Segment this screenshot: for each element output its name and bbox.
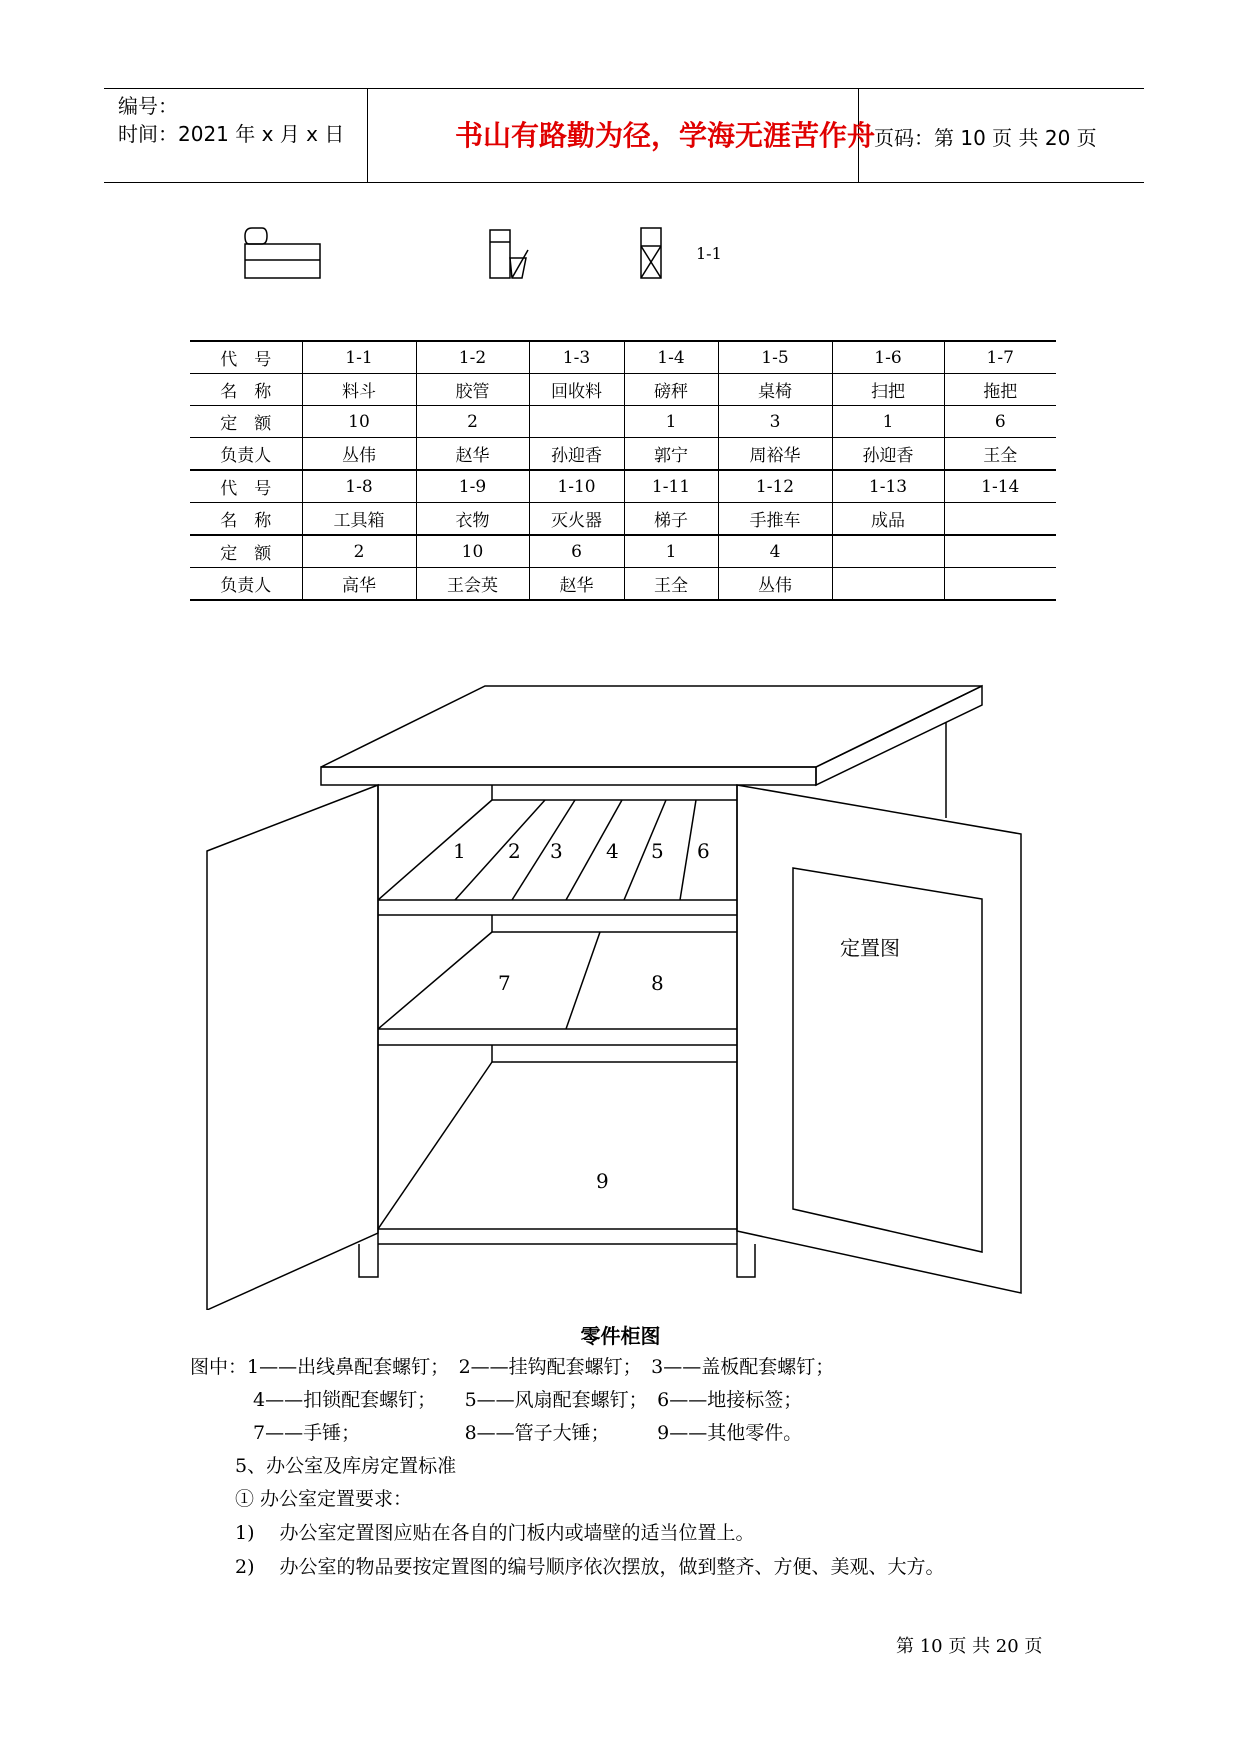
row-label: 名 称: [190, 374, 302, 406]
table-cell: 郭宁: [624, 438, 718, 471]
table-cell: 手推车: [718, 503, 832, 536]
table-cell: 3: [718, 406, 832, 438]
table-cell: 1: [624, 406, 718, 438]
header-page-info: 页码：第 10 页 共 20 页: [874, 126, 1097, 150]
door-layout-label: 定置图: [840, 936, 900, 960]
row-label: 定 额: [190, 535, 302, 568]
slot-number-6: 6: [697, 839, 710, 863]
diagram-caption: 零件柜图: [580, 1324, 661, 1348]
table-cell: 衣物: [416, 503, 529, 536]
table-cell: 1-14: [944, 470, 1056, 503]
slot-number-8: 8: [651, 971, 664, 995]
table-cell: 丛伟: [302, 438, 416, 471]
table-cell: 10: [416, 535, 529, 568]
table-cell: 1-7: [944, 341, 1056, 374]
table-cell: 扫把: [832, 374, 944, 406]
table-cell: 拖把: [944, 374, 1056, 406]
subsection-title: ① 办公室定置要求：: [235, 1488, 413, 1510]
table-cell: 孙迎香: [529, 438, 624, 471]
table-cell: 赵华: [416, 438, 529, 471]
table-cell: 1-1: [302, 341, 416, 374]
table-cell: 高华: [302, 568, 416, 601]
table-cell: 1-11: [624, 470, 718, 503]
slot-number-7: 7: [498, 971, 511, 995]
table-cell: 4: [718, 535, 832, 568]
slot-number-1: 1: [453, 839, 466, 863]
table-cell: 1-8: [302, 470, 416, 503]
table-cell: 料斗: [302, 374, 416, 406]
legend-code: 1-1: [696, 244, 722, 263]
slot-number-5: 5: [651, 839, 664, 863]
row-label: 定 额: [190, 406, 302, 438]
requirement-item-1: 1) 办公室定置图应贴在各自的门板内或墙壁的适当位置上。: [235, 1522, 755, 1544]
table-cell: 回收料: [529, 374, 624, 406]
table-cell: 成品: [832, 503, 944, 536]
requirement-item-2: 2) 办公室的物品要按定置图的编号顺序依次摆放，做到整齐、方便、美观、大方。: [235, 1556, 945, 1578]
notes-line-2: 4——扣锁配套螺钉； 5——风扇配套螺钉； 6——地接标签；: [253, 1389, 803, 1411]
table-cell: 桌椅: [718, 374, 832, 406]
table-cell: 磅秤: [624, 374, 718, 406]
header-motto: 书山有路勤为径，学海无涯苦作舟: [454, 119, 875, 152]
footer-page-number: 第 10 页 共 20 页: [896, 1636, 1043, 1657]
table-cell: 周裕华: [718, 438, 832, 471]
row-label: 负责人: [190, 568, 302, 601]
table-cell: 王会英: [416, 568, 529, 601]
table-cell: 王全: [624, 568, 718, 601]
slot-number-9: 9: [596, 1169, 609, 1193]
table-cell: 胶管: [416, 374, 529, 406]
section-title: 5、办公室及库房定置标准: [235, 1455, 457, 1477]
table-cell: 丛伟: [718, 568, 832, 601]
slot-number-4: 4: [606, 839, 619, 863]
slot-number-2: 2: [508, 839, 521, 863]
table-cell: 工具箱: [302, 503, 416, 536]
notes-line-1: 图中：1——出线鼻配套螺钉； 2——挂钩配套螺钉； 3——盖板配套螺钉；: [190, 1356, 835, 1378]
table-cell: 6: [944, 406, 1056, 438]
table-cell: 王全: [944, 438, 1056, 471]
row-label: 代 号: [190, 341, 302, 374]
table-cell: 1-3: [529, 341, 624, 374]
header-number: 编号：: [118, 94, 178, 118]
table-cell: 1: [832, 406, 944, 438]
notes-line-3: 7——手锤； 8——管子大锤； 9——其他零件。: [253, 1422, 803, 1444]
table-cell: 孙迎香: [832, 438, 944, 471]
row-label: 负责人: [190, 438, 302, 471]
table-cell: 梯子: [624, 503, 718, 536]
slot-labels: [453, 839, 900, 1193]
table-cell: 1-12: [718, 470, 832, 503]
table-cell: 1-2: [416, 341, 529, 374]
table-cell: 1-6: [832, 341, 944, 374]
table-cell: 6: [529, 535, 624, 568]
table-cell: 1-5: [718, 341, 832, 374]
table-cell: 1-10: [529, 470, 624, 503]
table-cell: 赵华: [529, 568, 624, 601]
header-time: 时间：2021 年 x 月 x 日: [118, 122, 345, 146]
row-label: 代 号: [190, 470, 302, 503]
table-cell: 2: [416, 406, 529, 438]
table-cell: 1-9: [416, 470, 529, 503]
table-cell: 1-4: [624, 341, 718, 374]
cabinet-lines: [207, 686, 1021, 1310]
table-cell: 1: [624, 535, 718, 568]
row-label: 名 称: [190, 503, 302, 536]
table-cell: 10: [302, 406, 416, 438]
table-cell: 灭火器: [529, 503, 624, 536]
table-cell: 1-13: [832, 470, 944, 503]
table-cell: 2: [302, 535, 416, 568]
slot-number-3: 3: [550, 839, 563, 863]
